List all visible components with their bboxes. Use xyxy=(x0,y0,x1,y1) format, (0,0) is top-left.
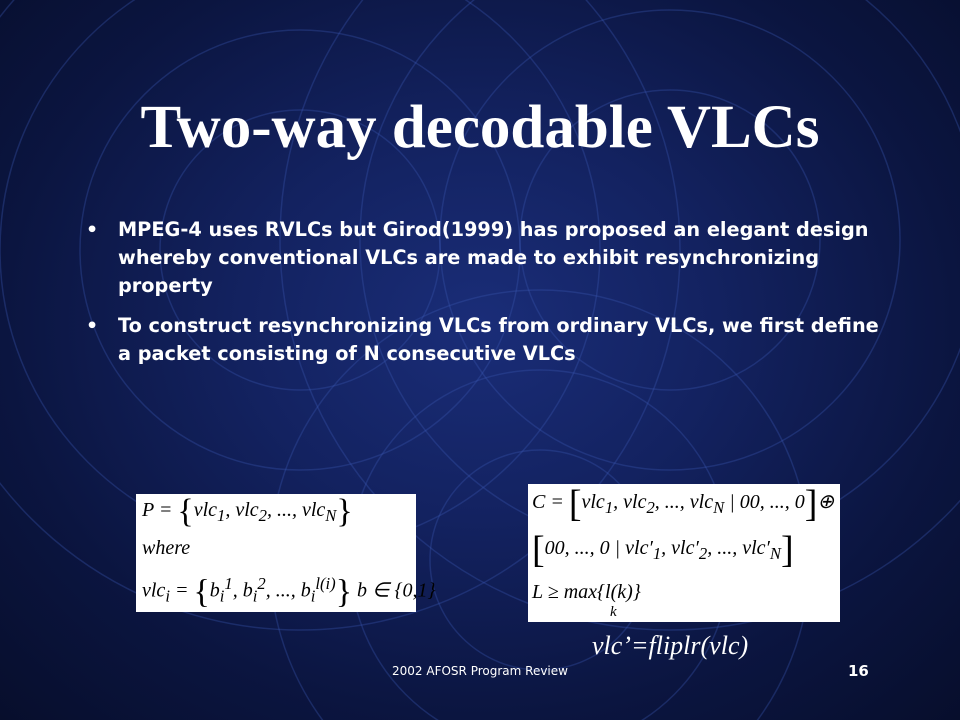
packet-definition-formula xyxy=(136,493,436,612)
code-formula-line: C = [vlc$_1$, vlc$_2$, ..., vlc$_N$ | 00, ..., 0]⊕ xyxy=(532,483,835,525)
bullet-list xyxy=(80,216,880,380)
length-formula-line: L ≥ max{l(k)} xyxy=(532,581,641,603)
packet-formula-line: P = {vlc$_1$, vlc$_2$, ..., vlc$_N$} xyxy=(142,493,353,530)
bullet-marker: • xyxy=(86,219,99,241)
fliplr-caption: vlc’=fliplr(vlc) xyxy=(592,631,749,660)
bullet-marker: • xyxy=(86,315,99,337)
flipped-formula-line: [00, ..., 0 | $vlc'_1$, $vlc'_2$, ..., $vlc'_N$] xyxy=(532,529,794,571)
bullet-text: To construct resynchronizing VLCs from ordinary VLCs, we first define a packet consisting of N consecutive VLCs xyxy=(118,314,879,365)
where-label: where xyxy=(142,537,191,559)
slide-title: Two-way decodable VLCs xyxy=(140,94,820,161)
vlc-formula-line: $vlc_i = \{b_i^1$, $b_i^2$, ..., $b_i^{l(i)}$} b ∈ {0,1} xyxy=(142,573,436,611)
resync-code-formula xyxy=(528,484,840,622)
page-number: 16 xyxy=(848,662,869,680)
bullet-text: MPEG-4 uses RVLCs but Girod(1999) has proposed an elegant design whereby conventional VLCs are made to exhibit resynchronizing property xyxy=(118,218,869,297)
bullet-item xyxy=(80,312,880,368)
max-subscript: k xyxy=(610,604,617,620)
footer-text: 2002 AFOSR Program Review xyxy=(392,664,568,678)
bullet-item xyxy=(80,216,880,300)
